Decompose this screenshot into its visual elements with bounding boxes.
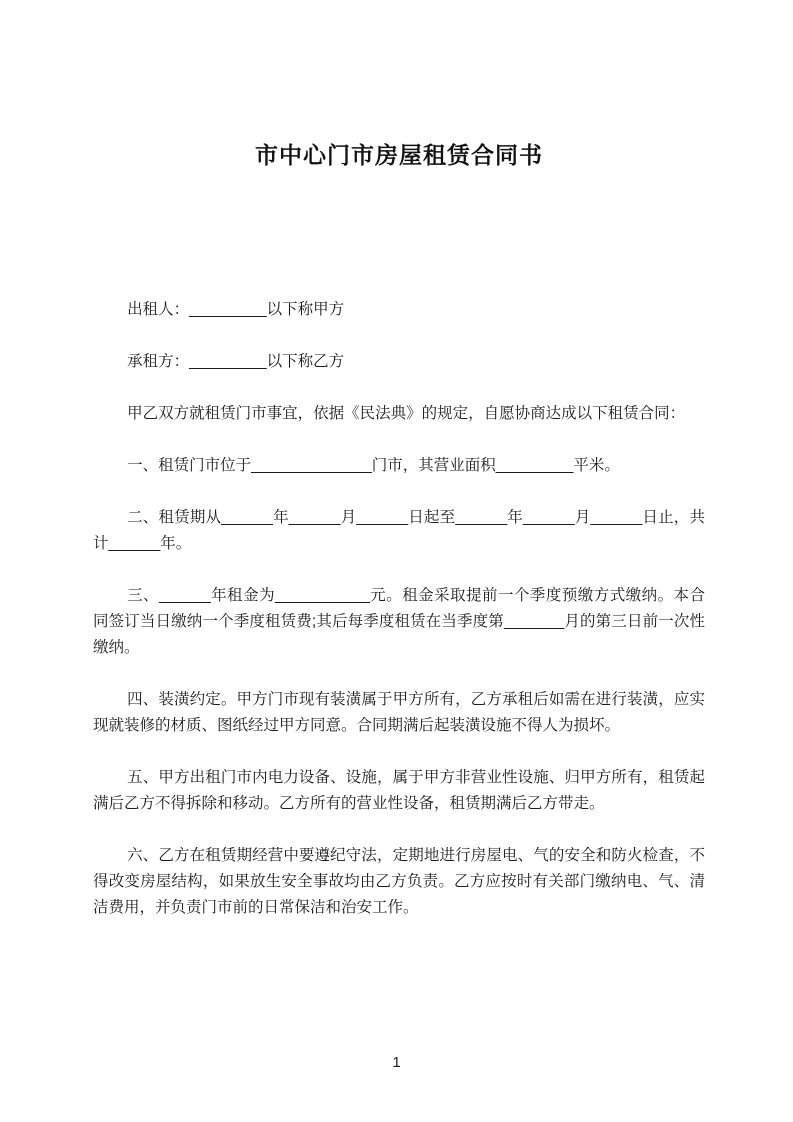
clause-1-premises-location: 一、租赁门市位于______________门市，其营业面积_________平米。	[127, 457, 620, 474]
page-number: 1	[392, 1054, 401, 1071]
document-title: 市中心门市房屋租赁合同书	[255, 142, 543, 168]
clause-5-equipment-ownership: 五、甲方出租门市内电力设备、设施，属于甲方非营业性设施、归甲方所有，租赁起满后乙方不得拆除和移动。乙方所有的营业性设备，租赁期满后乙方带走。	[93, 769, 705, 812]
lessee-party-line: 承租方：_________以下称乙方	[127, 353, 345, 370]
clause-6-tenant-obligations: 六、乙方在租赁期经营中要遵纪守法，定期地进行房屋电、气的安全和防火检查，不得改变房屋结构，如果放生安全事故均由乙方负责。乙方应按时有关部门缴纳电、气、清洁费用，并负责门市前的日常保洁和治安工作。	[93, 847, 705, 916]
clause-4-decoration-terms: 四、装潢约定。甲方门市现有装潢属于甲方所有，乙方承租后如需在进行装潢，应实现就装修的材质、图纸经过甲方同意。合同期满后起装潢设施不得人为损坏。	[93, 691, 705, 734]
clause-3-rent-payment: 三、______年租金为___________元。租金采取提前一个季度预缴方式缴纳。本合同签订当日缴纳一个季度租赁费;其后每季度租赁在当季度第_______月的第三日前一次性缴纳。	[93, 587, 705, 656]
contract-preamble: 甲乙双方就租赁门市事宜，依据《民法典》的规定，自愿协商达成以下租赁合同：	[127, 405, 686, 422]
clause-2-lease-term: 二、租赁期从______年______月______日起至______年______月______日止，共计______年。	[93, 509, 705, 552]
lessor-party-line: 出租人：_________以下称甲方	[127, 301, 345, 318]
